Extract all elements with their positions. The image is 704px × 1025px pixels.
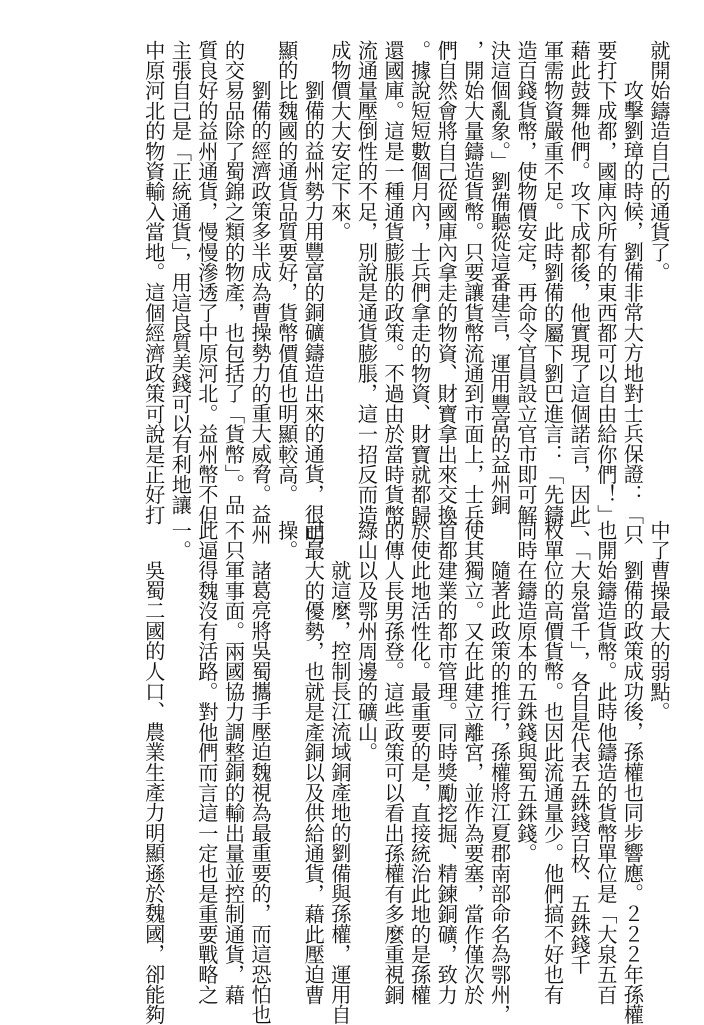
text-column: 劉備的政策成功後，孫權也同步響應。２２２年孫權: [620, 560, 645, 1025]
text-column: 同時在鑄造原本的五銖錢與蜀五銖錢。: [514, 520, 539, 864]
bottom-text-block: [140, 520, 672, 1025]
text-column: 攻擊劉璋的時候，劉備非常大方地對士兵保證：「只: [620, 80, 645, 545]
text-column: 此逼得魏沒有活路。對他們而言這一定也是重要戰略之: [194, 520, 219, 1005]
text-column: 顯的比魏國的通貨品質要好，貨幣價值也明顯較高。: [274, 40, 299, 505]
text-column: 首都建業的都市管理。同時獎勵挖掘、精鍊銅礦，致力: [434, 520, 459, 1005]
text-column: 們自然會將自己從國庫內拿走的物資、財寶拿出來交換: [434, 40, 459, 525]
text-column: 質良好的益州通貨，慢慢滲透了中原河北。益州幣不但: [194, 40, 219, 525]
text-column: 綠山以及鄂州周邊的礦山。: [354, 520, 379, 763]
text-column: 枚單位的高價貨幣。也因此流通量少。他們搞不好也有: [540, 520, 565, 1005]
text-column: 操。: [274, 520, 299, 561]
text-column: 。據說短短數個月內，士兵們拿走的物資、財寶就都歸: [407, 40, 432, 525]
text-column: 己最大的優勢，也就是產銅以及供給通貨，藉此壓迫曹: [301, 520, 326, 1005]
text-column: 不只軍事面。兩國協力調整銅的輸出量並控制通貨，藉: [221, 520, 246, 1005]
text-column: 劉備的經濟政策多半成為曹操勢力的重大威脅。益州: [248, 80, 273, 545]
text-column: 隨著此政策的推行，孫權將江夏郡南部命名為鄂州，: [487, 560, 512, 1025]
text-column: 一。: [168, 520, 193, 561]
text-column: 吳蜀二國的人口、農業生產力明顯遜於魏國，卻能夠: [141, 560, 166, 1025]
text-column: 主張自己是「正統通貨」，用這良質美錢可以有利地讓: [168, 40, 193, 515]
text-column: 的傳人長男孫登。這些政策可以看出孫權有多麼重視銅: [381, 520, 406, 1005]
text-column: ，開始大量鑄造貨幣。只要讓貨幣流通到市面上，士兵: [460, 40, 485, 525]
text-column: 諸葛亮將吳蜀攜手壓迫魏視為最重要的，而這恐怕也: [248, 560, 273, 1025]
text-column: 要打下成都，國庫內所有的東西都可以自由給你們！」: [593, 40, 618, 525]
text-column: 決這個亂象。」劉備聽從這番建言，運用豐富的益州銅: [487, 40, 512, 515]
text-column: 造百錢貨幣，使物價安定，再命令官員設立官市即可解: [514, 40, 539, 525]
text-column: 劉備的益州勢力用豐富的銅礦鑄造出來的通貨，很明: [301, 80, 326, 545]
text-column: 成物價大大安定下來。: [327, 40, 352, 242]
text-column: 中了曹操最大的弱點。: [647, 520, 671, 722]
text-column: 軍需物資嚴重不足。此時劉備的屬下劉巴進言：「先鑄: [540, 40, 565, 525]
text-column: 流通量壓倒性的不足，別說是通貨膨脹，這一招反而造: [354, 40, 379, 525]
text-column: 就開始鑄造自己的通貨了。: [647, 40, 671, 283]
text-column: 也開始鑄造貨幣。此時他鑄造的貨幣單位是「大泉五百: [593, 520, 618, 1005]
text-column: 藉此鼓舞他們。攻下成都後，他實現了這個諾言，因此: [567, 40, 592, 525]
text-column: 中原河北的物資輸入當地。這個經濟政策可說是正好打: [141, 40, 166, 525]
text-column: 於使此地活性化。最重要的是，直接統治此地的是孫權: [407, 520, 432, 1005]
text-column: 的交易品除了蜀錦之類的物產，也包括了「貨幣」。品: [221, 40, 246, 515]
top-text-block: [140, 40, 672, 545]
text-column: 使其獨立。又在此建立離宮，並作為要塞，當作僅次於: [460, 520, 485, 1005]
text-column: 就這麼，控制長江流域銅產地的劉備與孫權，運用自: [327, 560, 352, 1025]
text-column: 還國庫。這是一種通貨膨脹的政策。不過由於當時貨幣: [381, 40, 406, 525]
text-column: 」、「大泉當千」，各自是代表五銖錢百枚、五銖錢千: [567, 520, 592, 975]
